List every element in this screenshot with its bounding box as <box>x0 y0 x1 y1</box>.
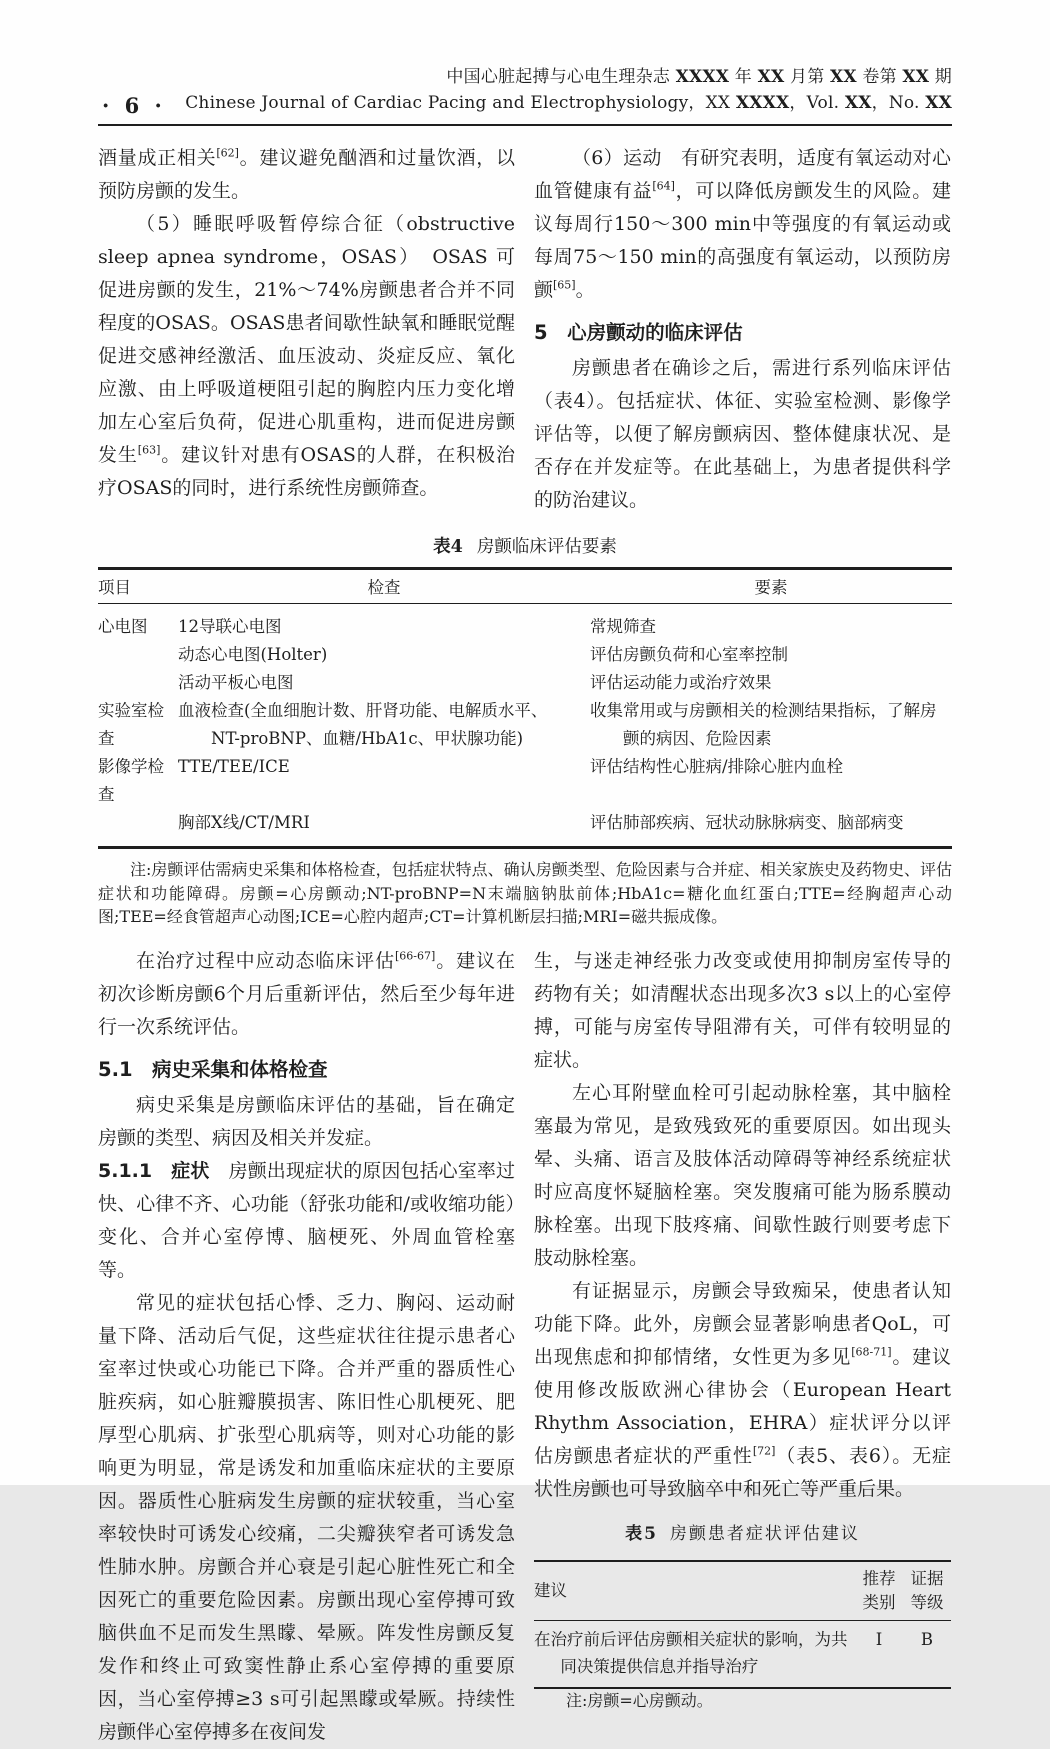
journal-title-cn: 中国心脏起搏与心电生理杂志 XXXX 年 XX 月第 XX 卷第 XX 期 <box>446 67 952 87</box>
table-cell: 评估肺部疾病、冠状动脉脉病变、脑部病变 <box>590 813 904 832</box>
paragraph: 病史采集是房颤临床评估的基础，旨在确定房颤的类型、病因及相关并发症。 <box>98 1093 515 1149</box>
table-cell: 评估结构性心脏病/排除心脏内血栓 <box>590 757 844 776</box>
table-cell <box>98 669 178 697</box>
table4-note: 注:房颤评估需病史采集和体格检查，包括症状特点、确认房颤类型、危险因素与合并症、相关家族史及药物史、评估症状和功能障碍。房颤=心房颤动;NT-proBNP=N末端脑钠肽前体;HbA1c=糖化血红蛋白;TTE=经胸超声心动图;TEE=经食管超声心动图;ICE=心腔内超声;CT=计算机断层扫描;MRI=磁共振成像。 <box>98 860 952 926</box>
paragraph: 5.1.1 症状 房颤出现症状的原因包括心室率过快、心律不齐、心功能（舒张功能和/或收缩功能）变化、合并心室停博、脑梗死、外周血管栓塞等。 <box>98 1159 515 1281</box>
table-cell: 活动平板心电图 <box>178 673 294 692</box>
table-row <box>98 641 952 669</box>
table4-label: 表4 <box>433 537 463 557</box>
table4-section <box>98 533 952 929</box>
table-cell: 动态心电图(Holter) <box>178 645 328 664</box>
paragraph: 常见的症状包括心悸、乏力、胸闷、运动耐量下降、活动后气促，这些症状往往提示患者心室率过快或心功能已下降。合并严重的器质性心脏疾病，如心脏瓣膜损害、陈旧性心肌梗死、肥厚型心肌病、扩张型心肌病等，则对心功能的影响更为明显，常是诱发和加重临床症状的主要原因。器质性心脏病发生房颤的症状较重，当心室率较快时可诱发心绞痛，二尖瓣狭窄者可诱发急性肺水肿。房颤合并心衰是引起心脏性死亡和全因死亡的重要危险因素。房颤出现心室停搏可致脑供血不足而发生黑矇、晕厥。阵发性房颤反复发作和终止可致窦性静止系心室停搏的重要原因，当心室停搏≥3 s可引起黑矇或晕厥。持续性房颤伴心室停搏多在夜间发 <box>98 1291 515 1743</box>
table-row <box>98 809 952 848</box>
table5-caption <box>534 1518 951 1551</box>
paragraph: 房颤患者在确诊之后，需进行系列临床评估（表4）。包括症状、体征、实验室检测、影像学评估等，以便了解房颤病因、整体健康状况、是否存在并发症等。在此基础上，为患者提供科学的防治建议。 <box>534 357 951 511</box>
table5-head <box>534 1561 951 1621</box>
table-cell: Ⅰ <box>875 1629 883 1649</box>
table5-section <box>534 1518 951 1712</box>
table5-body <box>534 1620 951 1688</box>
table4 <box>98 567 952 849</box>
table-cell <box>98 641 178 669</box>
section-heading-5-1: 5.1 病史采集和体格检查 <box>98 1057 328 1081</box>
table-cell: 在治疗前后评估房颤相关症状的影响，为共同决策提供信息并指导治疗 <box>534 1629 848 1676</box>
table-cell: 影像学检查 <box>98 757 164 804</box>
column-header: 检查 <box>178 569 590 604</box>
table4-caption <box>98 533 952 558</box>
paragraph: 有证据显示，房颤会导致痴呆，使患者认知功能下降。此外，房颤会显著影响患者QoL，可出现焦虑和抑郁情绪，女性更为多见[68-71]。建议使用修改版欧洲心律协会（European Heart Rhythm Association，EHRA）症状评分以评估房颤患者症状的严重性[72]（表5、表6）。无症状性房颤也可导致脑卒中和死亡等严重后果。 <box>534 1279 951 1500</box>
column-header <box>855 1561 903 1621</box>
table5 <box>534 1560 951 1689</box>
table-cell: 胸部X线/CT/MRI <box>178 813 310 832</box>
table-cell <box>98 809 178 848</box>
column-top-left <box>98 142 515 517</box>
top-columns <box>98 142 952 517</box>
table-cell: 心电图 <box>98 617 148 636</box>
table5-note: 注:房颤=心房颤动。 <box>566 1690 713 1710</box>
table-header-row <box>534 1561 951 1621</box>
table-cell: 12导联心电图 <box>178 617 282 636</box>
paragraph: （5）睡眠呼吸暂停综合征（obstructive sleep apnea syndrome，OSAS） OSAS 可促进房颤的发生，21%～74%房颤患者合并不同程度的OSAS。OSAS患者间歇性缺氧和睡眠觉醒促进交感神经激活、血压波动、炎症反应、氧化应激、由上呼吸道梗阻引起的胸腔内压力变化增加左心室后负荷，促进心肌重构，进而促进房颤发生[63]。建议针对患有OSAS的人群，在积极治疗OSAS的同时，进行系统性房颤筛查。 <box>98 213 515 499</box>
column-top-right <box>534 142 951 517</box>
paragraph: （6）运动 有研究表明，适度有氧运动对心血管健康有益[64]，可以降低房颤发生的风险。建议每周行150～300 min中等强度的有氧运动或每周75～150 min的高强度有氧运动，以预防房颤[65]。 <box>534 147 951 301</box>
table-cell: 常规筛查 <box>590 617 656 636</box>
table-row <box>98 669 952 697</box>
table-row <box>98 697 952 753</box>
table4-head <box>98 569 952 604</box>
table-header-row <box>98 569 952 604</box>
table-cell: B <box>920 1629 934 1649</box>
section-heading-5: 5 心房颤动的临床评估 <box>534 321 743 344</box>
paragraph: 在治疗过程中应动态临床评估[66-67]。建议在初次诊断房颤6个月后重新评估，然后至少每年进行一次系统评估。 <box>98 949 515 1038</box>
column-header <box>903 1561 951 1621</box>
table-cell: TTE/TEE/ICE <box>178 757 290 776</box>
table-cell: 实验室检查 <box>98 701 164 748</box>
paragraph: 左心耳附壁血栓可引起动脉栓塞，其中脑栓塞最为常见，是致残致死的重要原因。如出现头晕、头痛、语言及肢体活动障碍等神经系统症状时应高度怀疑脑栓塞。突发腹痛可能为肠系膜动脉栓塞。出现下肢疼痛、间歇性跛行则要考虑下肢动脉栓塞。 <box>534 1081 951 1269</box>
column-header-line: 类别 <box>862 1592 896 1612</box>
table-cell: 血液检查(全血细胞计数、肝肾功能、电解质水平、NT-proBNP、血糖/HbA1c、甲状腺功能) <box>178 701 548 748</box>
page-number: · 6 · <box>102 93 166 118</box>
column-header-line: 证据 <box>910 1568 944 1588</box>
table-row <box>534 1620 951 1688</box>
table-cell: 评估运动能力或治疗效果 <box>590 673 772 692</box>
column-header-line: 推荐 <box>862 1568 896 1588</box>
column-bottom-left <box>98 945 515 1749</box>
table-row <box>98 753 952 809</box>
paragraph: 酒量成正相关[62]。建议避免酗酒和过量饮酒，以预防房颤的发生。 <box>98 146 515 202</box>
table4-body <box>98 604 952 848</box>
table-row <box>98 604 952 642</box>
column-bottom-right <box>534 945 951 1749</box>
column-header: 要素 <box>590 569 952 604</box>
column-header-line: 等级 <box>910 1592 944 1612</box>
table4-title: 房颤临床评估要素 <box>476 537 617 557</box>
journal-title-en: Chinese Journal of Cardiac Pacing and Electrophysiology，XX XXXX，Vol. XX，No. XX <box>185 93 952 113</box>
table5-label: 表5 <box>625 1523 658 1544</box>
column-header: 项目 <box>98 569 178 604</box>
table-cell: 评估房颤负荷和心室率控制 <box>590 645 788 664</box>
bottom-columns <box>98 945 952 1749</box>
table5-title: 房颤患者症状评估建议 <box>669 1523 860 1544</box>
paragraph: 生，与迷走神经张力改变或使用抑制房室传导的药物有关；如清醒状态出现多次3 s以上的心室停搏，可能与房室传导阻滞有关，可伴有较明显的症状。 <box>534 949 951 1071</box>
table-cell: 收集常用或与房颤相关的检测结果指标，了解房颤的病因、危险因素 <box>590 701 937 748</box>
column-header: 建议 <box>534 1561 855 1621</box>
page-header <box>98 0 952 126</box>
